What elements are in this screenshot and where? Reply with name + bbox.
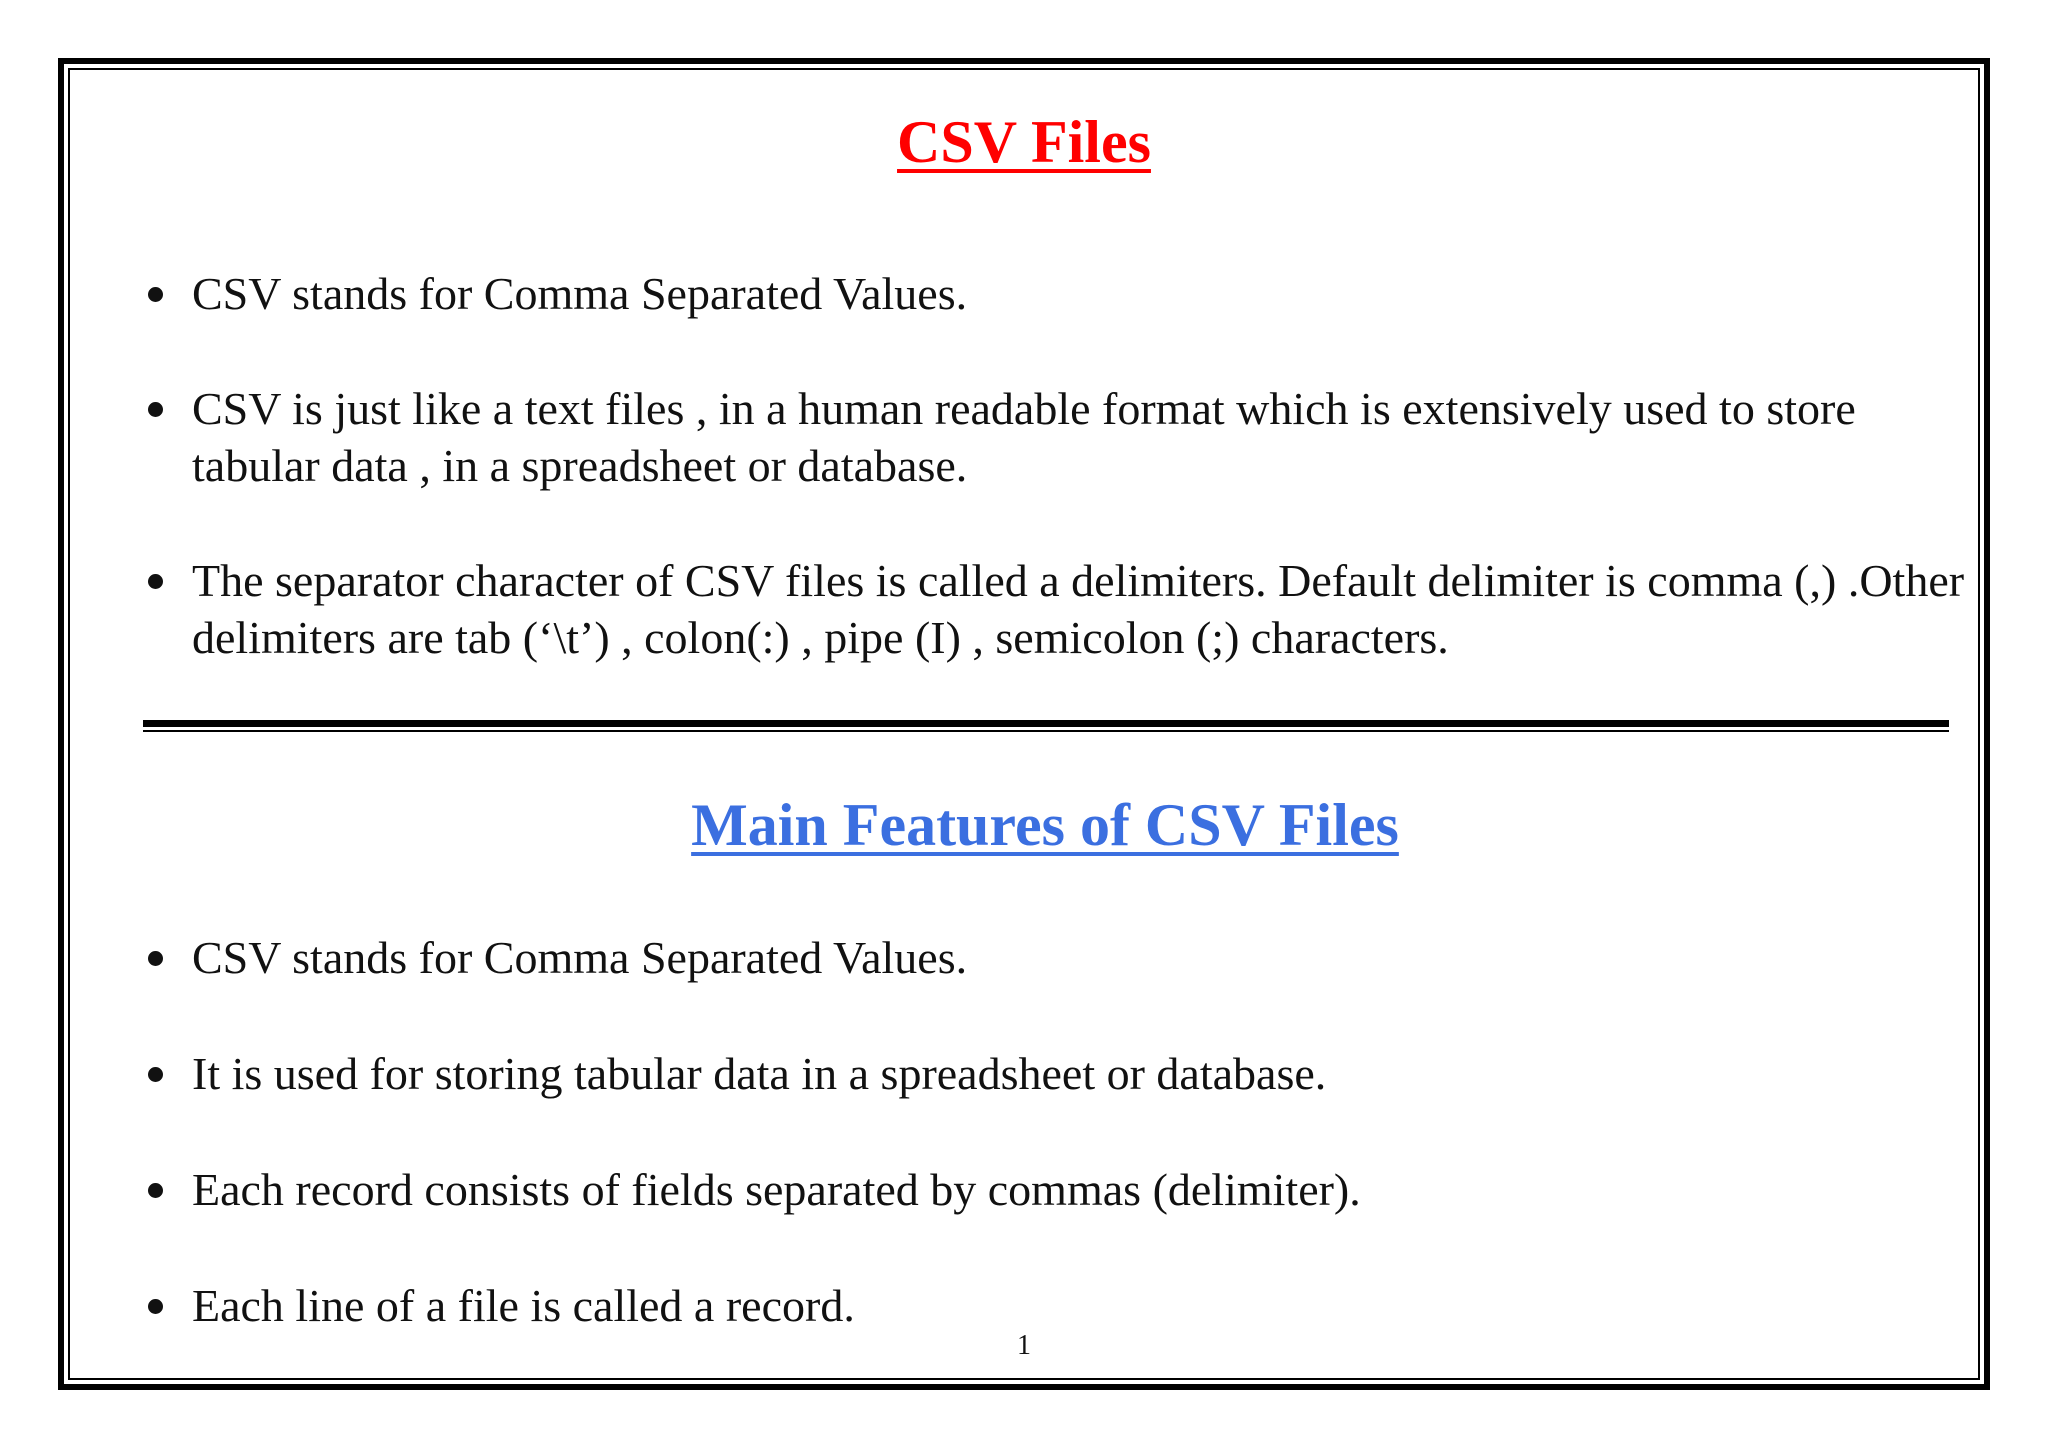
section-title-main-features: Main Features of CSV Files [691, 792, 1399, 858]
bullet-icon [148, 951, 163, 966]
bullet-text: CSV stands for Comma Separated Values. [192, 268, 968, 319]
bullet-text: CSV is just like a text files , in a human readable format which is extensively used to store tabular data , in a spreadsheet or database. [192, 383, 1856, 491]
bullet-icon [148, 1067, 163, 1082]
list-item [192, 929, 1972, 986]
list-item [192, 552, 1972, 666]
list-item [192, 1161, 1972, 1218]
bullet-icon [148, 1299, 163, 1314]
list-item [192, 265, 1972, 322]
page-number: 1 [1017, 1330, 1031, 1361]
section-title-csv-files: CSV Files [897, 109, 1151, 175]
bullet-icon [148, 402, 163, 417]
list-item [192, 1045, 1972, 1102]
bullet-icon [148, 574, 163, 589]
bullet-text: CSV stands for Comma Separated Values. [192, 932, 968, 983]
bullet-text: Each record consists of fields separated by commas (delimiter). [192, 1164, 1361, 1215]
bullet-icon [148, 1183, 163, 1198]
bullet-icon [148, 287, 163, 302]
list-item [192, 1277, 1972, 1334]
list-item [192, 380, 1932, 494]
section-divider [143, 720, 1949, 727]
bullet-text: The separator character of CSV files is called a delimiters. Default delimiter is comma (,) .Other delimiters are tab (‘\t’) , colon(:) , pipe (I) , semicolon (;) characters. [192, 555, 1965, 663]
bullet-text: Each line of a file is called a record. [192, 1280, 855, 1331]
section-divider-thin [143, 730, 1949, 732]
bullet-text: It is used for storing tabular data in a spreadsheet or database. [192, 1048, 1327, 1099]
